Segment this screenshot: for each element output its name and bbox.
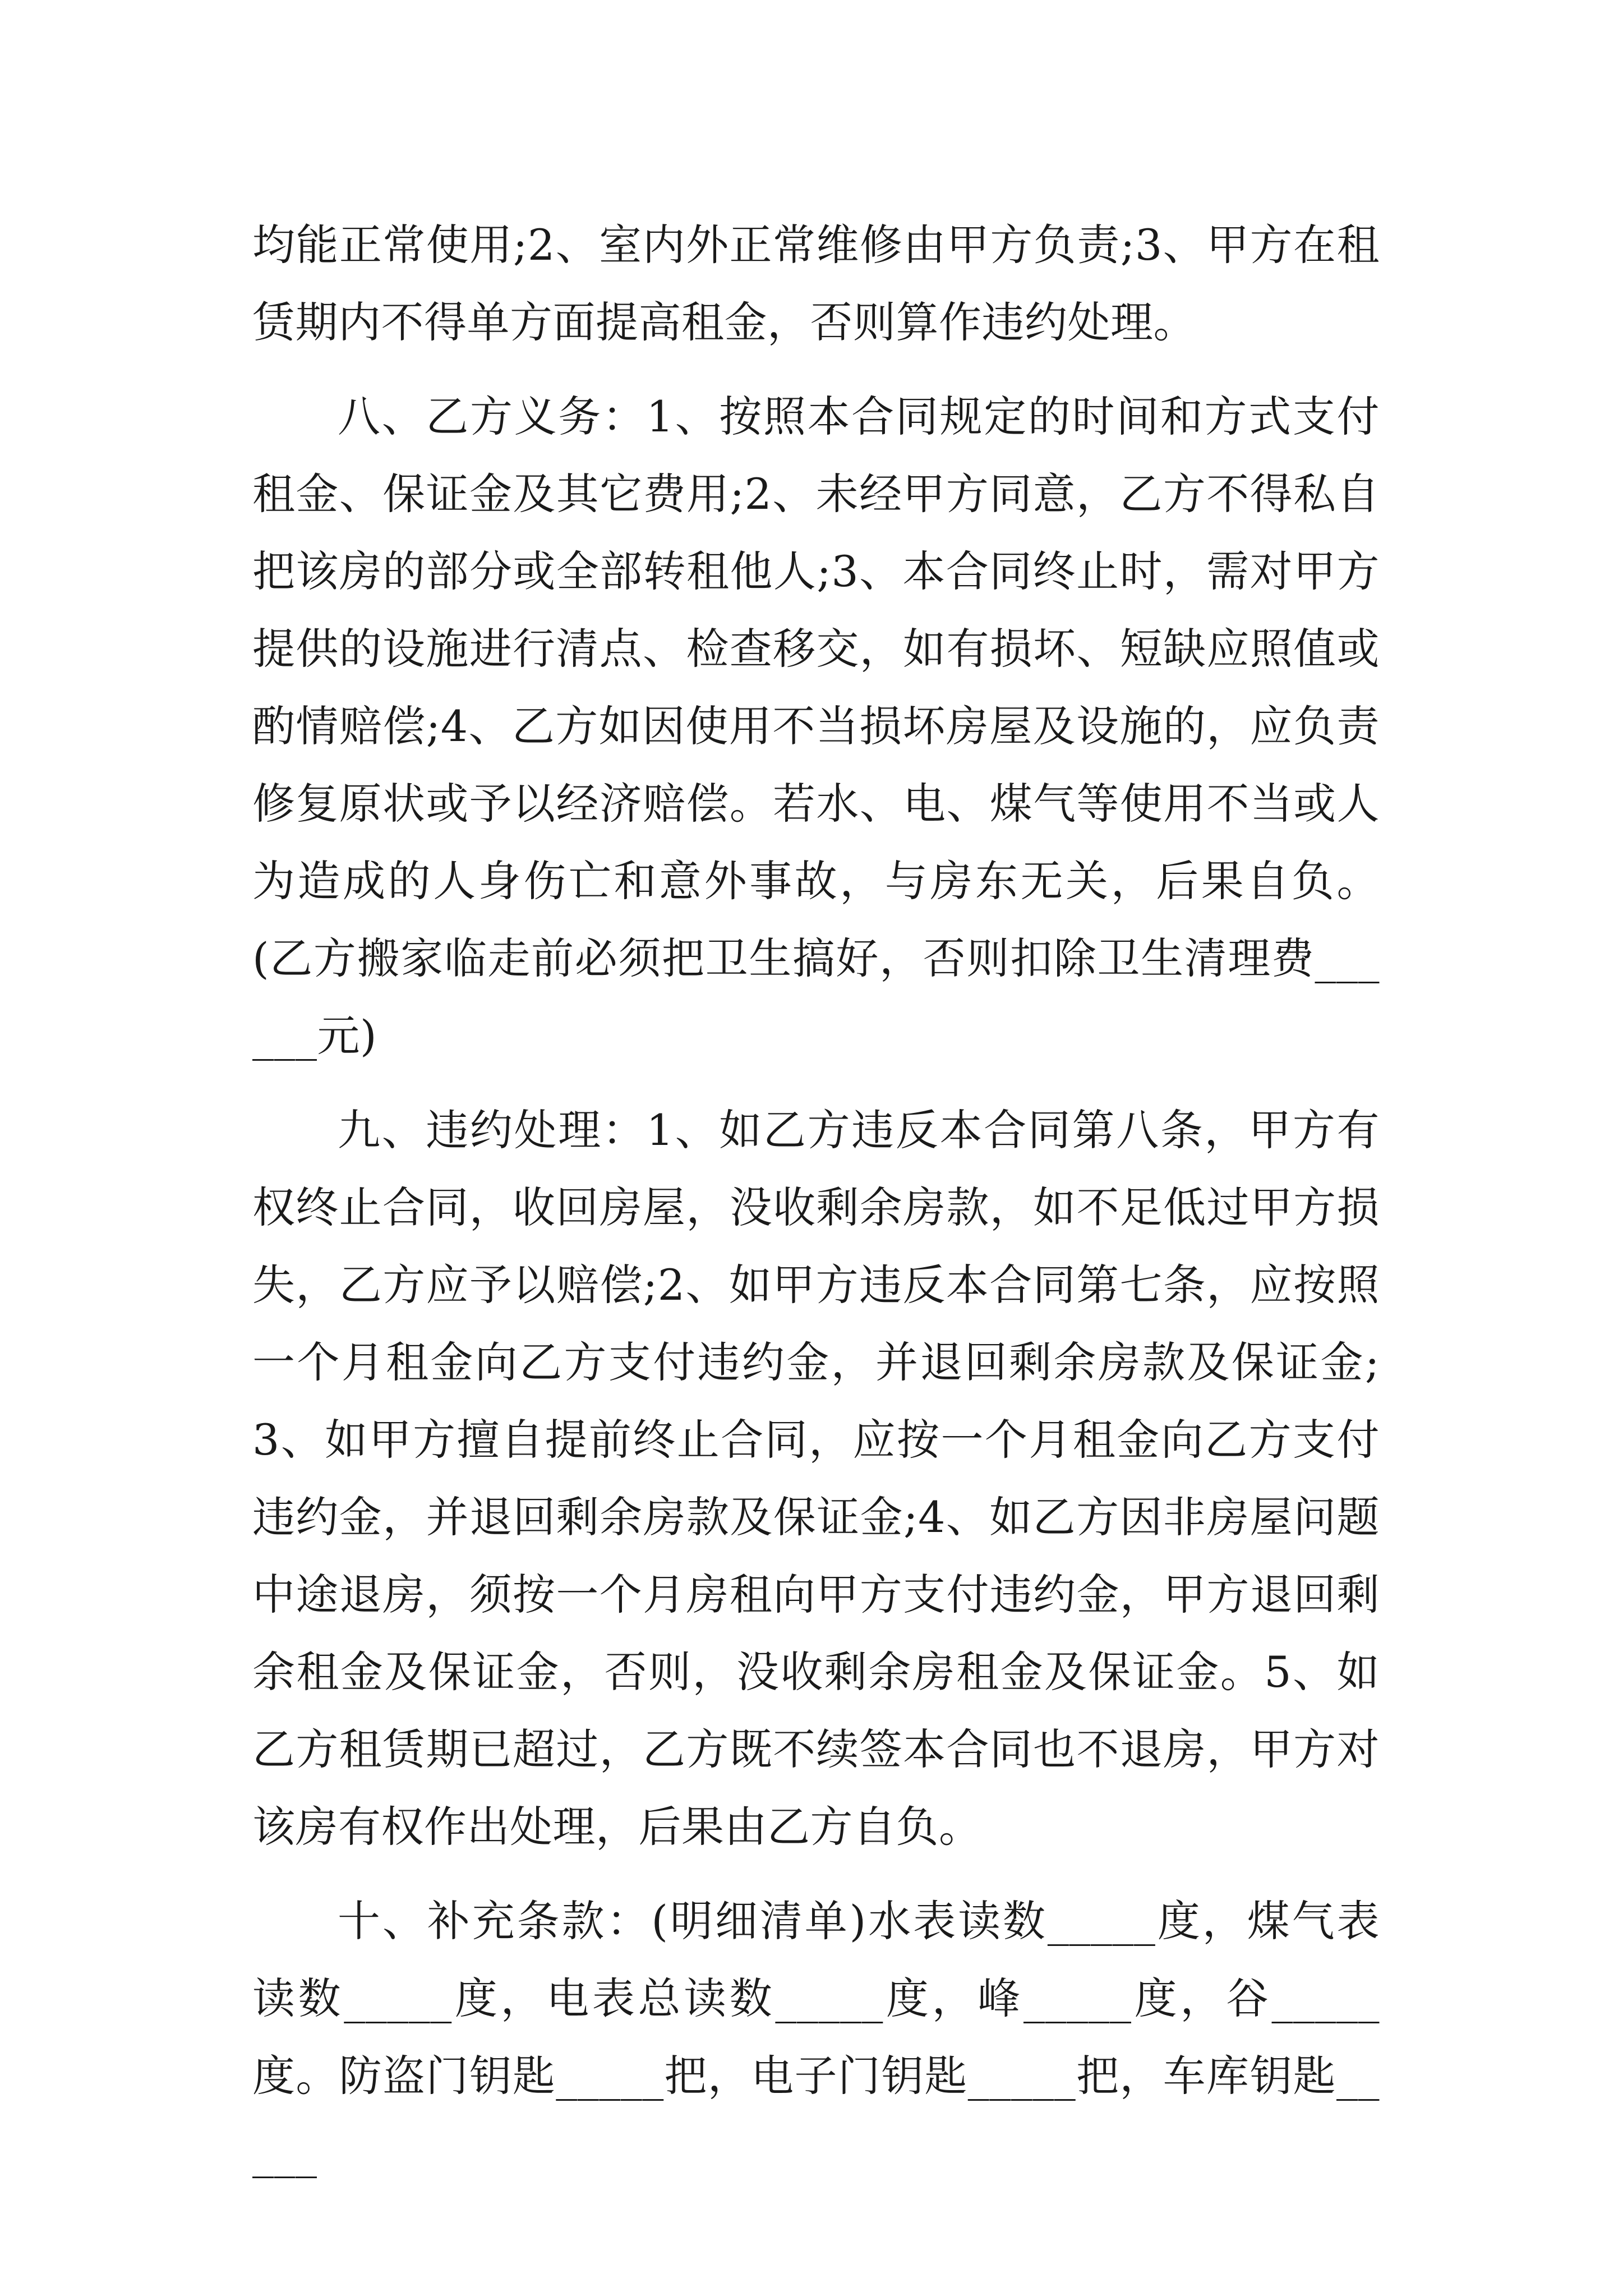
paragraph-landlord-obligations-end: 均能正常使用;2、室内外正常维修由甲方负责;3、甲方在租赁期内不得单方面提高租金，否则算作违约处理。 bbox=[252, 220, 1380, 347]
document-page bbox=[252, 206, 1380, 2192]
paragraph-tenant-obligations: 八、乙方义务：1、按照本合同规定的时间和方式支付租金、保证金及其它费用;2、未经甲方同意，乙方不得私自把该房的部分或全部转租他人;3、本合同终止时，需对甲方提供的设施进行清点、检查移交，如有损坏、短缺应照值或酌情赔偿;4、乙方如因使用不当损坏房屋及设施的，应负责修复原状或予以经济赔偿。若水、电、煤气等使用不当或人为造成的人身伤亡和意外事故，与房东无关，后果自负。(乙方搬家临走前必须把卫生搞好，否则扣除卫生清理费______元) bbox=[252, 392, 1380, 1061]
paragraph-supplementary-terms: 十、补充条款：(明细清单)水表读数_____度，煤气表读数_____度，电表总读数_____度，峰_____度，谷_____度。防盗门钥匙_____把，电子门钥匙_____把，车库钥匙_____ bbox=[252, 1896, 1380, 2178]
paragraph-breach-handling: 九、违约处理：1、如乙方违反本合同第八条，甲方有权终止合同，收回房屋，没收剩余房款，如不足低过甲方损失，乙方应予以赔偿;2、如甲方违反本合同第七条，应按照一个月租金向乙方支付违约金，并退回剩余房款及保证金;3、如甲方擅自提前终止合同，应按一个月租金向乙方支付违约金，并退回剩余房款及保证金;4、如乙方因非房屋问题中途退房，须按一个月房租向甲方支付违约金，甲方退回剩余租金及保证金，否则，没收剩余房租金及保证金。5、如乙方租赁期已超过，乙方既不续签本合同也不退房，甲方对该房有权作出处理，后果由乙方自负。 bbox=[252, 1105, 1380, 1852]
